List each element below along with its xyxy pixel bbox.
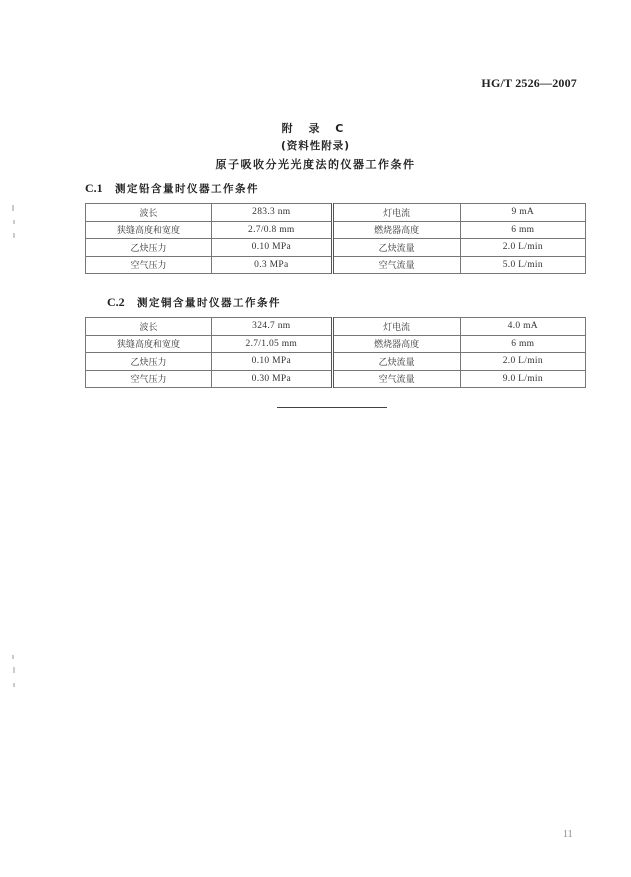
param-label: 狭缝高度和宽度 xyxy=(86,335,212,353)
param-value: 2.7/1.05 mm xyxy=(212,335,333,353)
param-value: 2.0 L/min xyxy=(460,239,585,257)
param-value: 9.0 L/min xyxy=(460,370,585,388)
section-title: 测定铅含量时仪器工作条件 xyxy=(115,183,259,195)
scan-artifact xyxy=(13,220,15,224)
scan-artifact xyxy=(12,205,14,211)
appendix-subject: 原子吸收分光光度法的仪器工作条件 xyxy=(215,158,416,171)
lead-conditions-table xyxy=(85,203,586,274)
scan-artifact xyxy=(13,233,15,238)
section-heading-c1 xyxy=(85,181,259,196)
param-value: 0.10 MPa xyxy=(212,239,333,257)
param-label: 乙炔流量 xyxy=(332,353,460,371)
param-label: 空气压力 xyxy=(86,256,212,274)
table-row xyxy=(86,335,586,353)
table-row xyxy=(86,370,586,388)
scan-artifact xyxy=(13,667,15,673)
section-heading-c2 xyxy=(107,295,281,310)
param-value: 6 mm xyxy=(460,221,585,239)
param-label: 空气压力 xyxy=(86,370,212,388)
section-number: C.1 xyxy=(85,181,103,195)
param-label: 波长 xyxy=(86,318,212,336)
table-row xyxy=(86,318,586,336)
param-label: 燃烧器高度 xyxy=(332,335,460,353)
page-number: 11 xyxy=(563,829,573,840)
table-row xyxy=(86,353,586,371)
standard-code: HG/T 2526—2007 xyxy=(481,76,577,90)
scan-artifact xyxy=(13,683,15,687)
table-row xyxy=(86,221,586,239)
param-value: 324.7 nm xyxy=(212,318,333,336)
param-value: 0.3 MPa xyxy=(212,256,333,274)
param-label: 乙炔压力 xyxy=(86,239,212,257)
param-value: 2.7/0.8 mm xyxy=(212,221,333,239)
param-value: 0.30 MPa xyxy=(212,370,333,388)
param-value: 0.10 MPa xyxy=(212,353,333,371)
copper-conditions-table xyxy=(85,317,586,388)
param-label: 灯电流 xyxy=(332,204,460,222)
param-label: 灯电流 xyxy=(332,318,460,336)
param-value: 6 mm xyxy=(460,335,585,353)
appendix-nature: (资料性附录) xyxy=(280,140,351,152)
param-value: 2.0 L/min xyxy=(460,353,585,371)
param-label: 波长 xyxy=(86,204,212,222)
table-row xyxy=(86,239,586,257)
param-value: 9 mA xyxy=(460,204,585,222)
section-title: 测定铜含量时仪器工作条件 xyxy=(137,297,281,309)
appendix-title: 附 录 C xyxy=(281,122,350,135)
scan-artifact xyxy=(12,655,14,659)
param-label: 空气流量 xyxy=(332,256,460,274)
param-value: 5.0 L/min xyxy=(460,256,585,274)
table-row xyxy=(86,204,586,222)
param-value: 4.0 mA xyxy=(460,318,585,336)
param-label: 狭缝高度和宽度 xyxy=(86,221,212,239)
table-row xyxy=(86,256,586,274)
param-label: 乙炔流量 xyxy=(332,239,460,257)
param-label: 乙炔压力 xyxy=(86,353,212,371)
section-number: C.2 xyxy=(107,295,125,309)
param-value: 283.3 nm xyxy=(212,204,333,222)
param-label: 空气流量 xyxy=(332,370,460,388)
param-label: 燃烧器高度 xyxy=(332,221,460,239)
end-rule-divider xyxy=(277,407,387,408)
